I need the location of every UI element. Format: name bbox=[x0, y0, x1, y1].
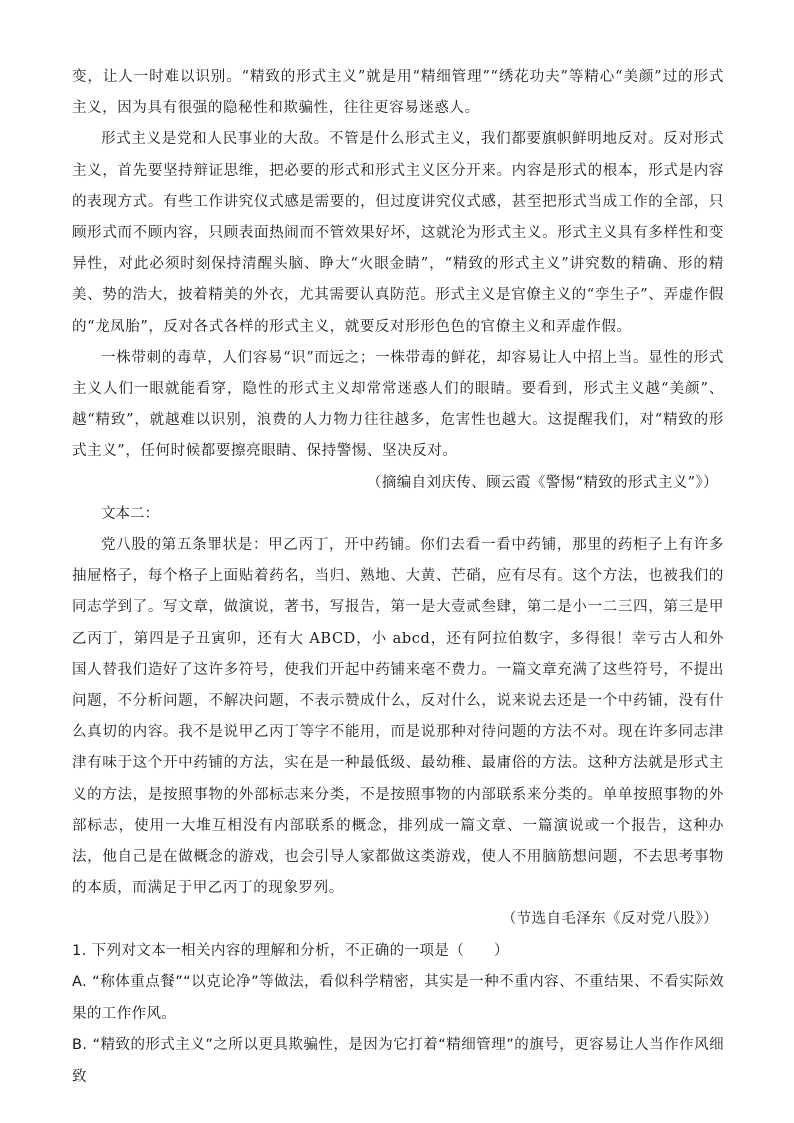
text2-source: （节选自毛泽东《反对党八股》） bbox=[501, 911, 718, 928]
document-page bbox=[72, 62, 724, 1093]
text1-source: （摘编自刘庆传、顾云霞《警惕“精致的形式主义”》） bbox=[366, 474, 718, 491]
text1-paragraph-1: 变，让人一时难以识别。“精致的形式主义”就是用“精细管理”“绣花功夫”等精心“美颜”过的形式主义，因为具有很强的隐秘性和欺骗性，往往更容易迷惑人。 bbox=[72, 69, 724, 117]
text2-paragraph: 党八股的第五条罪状是：甲乙丙丁，开中药铺。你们去看一看中药铺，那里的药柜子上有许多抽屉格子，每个格子上面贴着药名，当归、熟地、大黄、芒硝，应有尽有。这个方法，也被我们的同志学到了。写文章，做演说，著书，写报告，第一是大壹贰叁肆，第二是小一二三四，第三是甲乙丙丁，第四是子丑寅卯，还有大 ABCD，小 abcd，还有阿拉伯数字，多得很！幸亏古人和外国人替我们造好了这许多符号，使我们开起中药铺来毫不费力。一篇文章充满了这些符号，不提出问题，不分析问题，不解决问题，不表示赞成什么，反对什么，说来说去还是一个中药铺，没有什么真切的内容。我不是说甲乙丙丁等字不能用，而是说那种对待问题的方法不对。现在许多同志津津有味于这个开中药铺的方法，实在是一种最低级、最幼稚、最庸俗的方法。这种方法就是形式主义的方法，是按照事物的外部标志来分类，不是按照事物的内部联系来分类的。单单按照事物的外部标志，使用一大堆互相没有内部联系的概念，排列成一篇文章、一篇演说或一个报告，这种办法，他自己是在做概念的游戏，也会引导人家都做这类游戏，使人不用脑筋想问题，不去思考事物的本质，而满足于甲乙丙丁的现象罗列。 bbox=[72, 537, 724, 897]
text1-paragraph-3: 一株带刺的毒草，人们容易“识”而远之；一株带毒的鲜花，却容易让人中招上当。显性的形式主义人们一眼就能看穿，隐性的形式主义却常常迷惑人们的眼睛。要看到，形式主义越“美颜”、越“精致”，就越难以识别，浪费的人力物力往往越多，危害性也越大。这提醒我们，对“精致的形式主义”，任何时候都要擦亮眼睛、保持警惕、坚决反对。 bbox=[72, 349, 724, 460]
question-stem: 1. 下列对文本一相关内容的理解和分析，不正确的一项是（ ） bbox=[72, 942, 509, 959]
text2-heading: 文本二： bbox=[101, 505, 159, 522]
question-option-a: A. “称体重点餐”“以克论净”等做法，看似科学精密，其实是一种不重内容、不重结果、不看实际效果的工作作风。 bbox=[72, 974, 724, 1022]
question-option-b: B. “精致的形式主义”之所以更具欺骗性，是因为它打着“精细管理”的旗号，更容易让人当作作风细致 bbox=[72, 1037, 724, 1085]
text1-paragraph-2: 形式主义是党和人民事业的大敌。不管是什么形式主义，我们都要旗帜鲜明地反对。反对形式主义，首先要坚持辩证思维，把必要的形式和形式主义区分开来。内容是形式的根本，形式是内容的表现方式。有些工作讲究仪式感是需要的，但过度讲究仪式感，甚至把形式当成工作的全部，只顾形式而不顾内容，只顾表面热闹而不管效果好坏，这就沦为形式主义。形式主义具有多样性和变异性，对此必须时刻保持清醒头脑、睁大“火眼金睛”，“精致的形式主义”讲究数的精确、形的精美、势的浩大，披着精美的外衣，尤其需要认真防范。形式主义是官僚主义的“孪生子”、弄虚作假的“龙凤胎”，反对各式各样的形式主义，就要反对形形色色的官僚主义和弄虚作假。 bbox=[72, 131, 724, 335]
